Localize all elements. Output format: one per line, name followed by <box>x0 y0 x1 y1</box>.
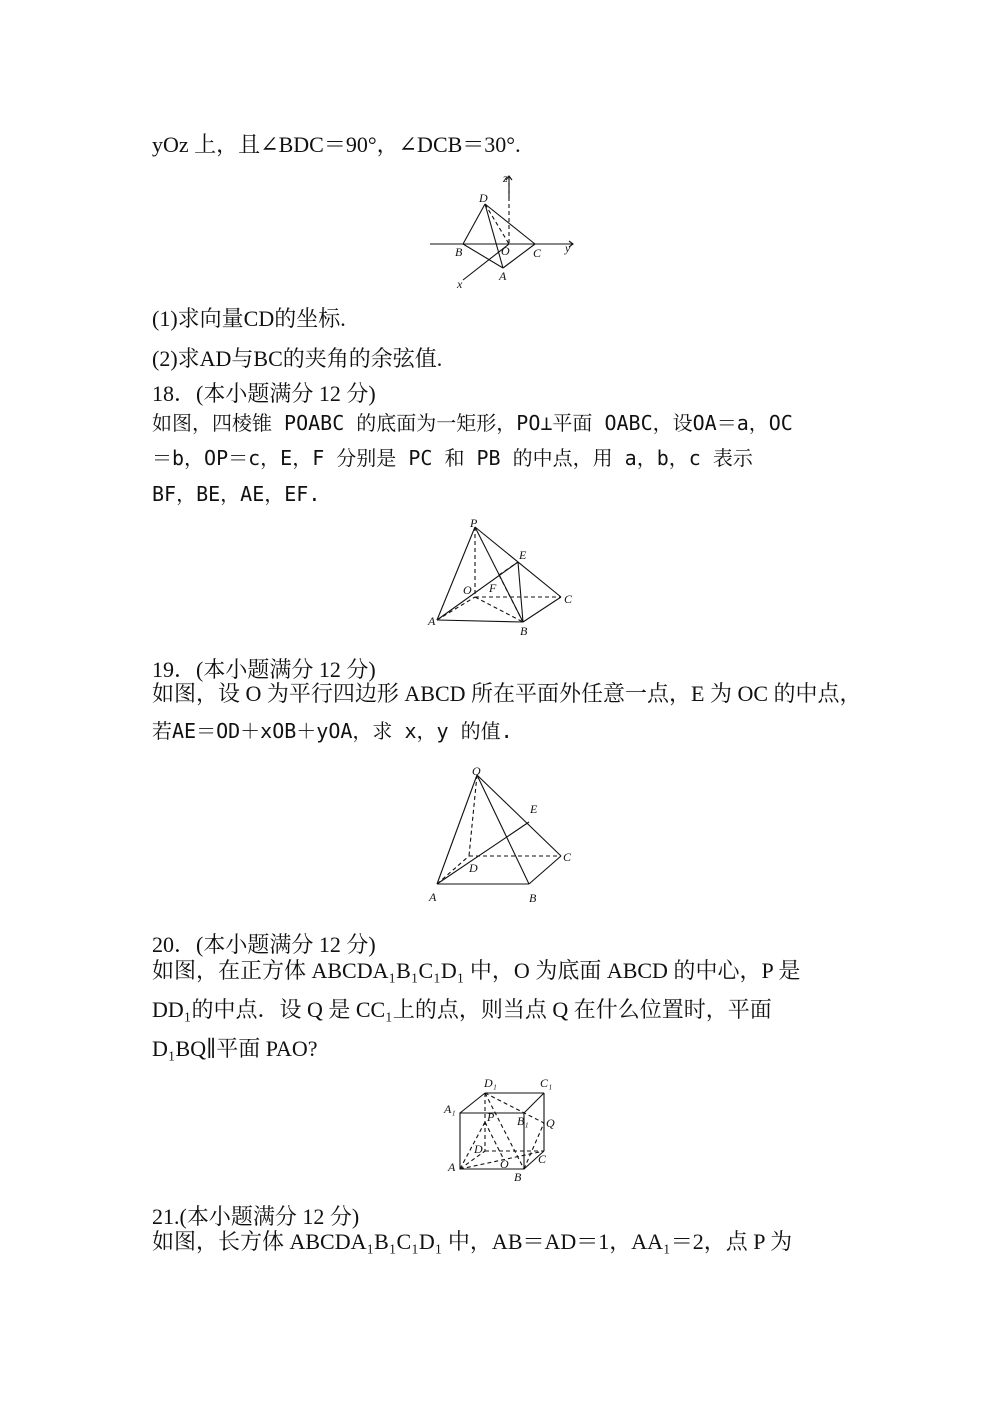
problem-20-line-1: 如图，在正方体 ABCDA₁B₁C₁D₁ 中，O 为底面 ABCD 的中心，P 是 <box>152 958 801 983</box>
label-x: x <box>457 277 463 291</box>
problem-18-line-1: 如图，四棱锥 POABC 的底面为一矩形，PO⊥平面 OABC，设OA＝a，OC <box>152 411 793 435</box>
label-A: A <box>429 890 437 904</box>
label-A: A <box>499 269 507 283</box>
label-D: D <box>469 861 478 875</box>
edge-OB <box>475 597 523 622</box>
label-A1: A₁ <box>444 1102 456 1116</box>
edge-OB <box>477 775 529 884</box>
label-E: E <box>519 548 527 562</box>
question-1: (1)求向量CD的坐标. <box>152 306 346 331</box>
edge-BC <box>529 856 561 884</box>
label-B: B <box>514 1170 522 1184</box>
label-O: O <box>472 764 481 778</box>
edge-PO <box>485 1122 504 1160</box>
label-B: B <box>520 624 528 638</box>
problem-18-line-2: ＝b，OP＝c，E，F 分别是 PC 和 PB 的中点，用 a，b，c 表示 <box>152 446 753 470</box>
label-F: F <box>489 581 497 595</box>
figure-pyramid-OABCD <box>425 760 585 910</box>
label-z: z <box>503 171 508 185</box>
problem-20-line-3: D₁BQ∥平面 PAO? <box>152 1036 318 1061</box>
label-C: C <box>538 1152 547 1166</box>
label-B: B <box>529 891 537 905</box>
label-P: P <box>487 1110 495 1124</box>
label-P: P <box>470 516 478 530</box>
edge-AB <box>437 620 523 622</box>
problem-21-line-1: 如图，长方体 ABCDA₁B₁C₁D₁ 中，AB＝AD＝1，AA₁＝2，点 P 为 <box>152 1229 793 1254</box>
figure-cube <box>440 1073 570 1188</box>
problem-19-line-1: 如图，设 O 为平行四边形 ABCD 所在平面外任意一点，E 为 OC 的中点， <box>152 681 862 706</box>
edge-A1D1 <box>460 1093 485 1113</box>
figure-pyramid-POABC <box>425 515 585 640</box>
edge-BC <box>523 597 561 622</box>
label-A: A <box>448 1160 456 1174</box>
label-C: C <box>564 592 573 606</box>
label-O: O <box>463 583 472 597</box>
label-A: A <box>428 614 436 628</box>
label-y: y <box>565 241 571 255</box>
label-E: E <box>530 802 538 816</box>
label-O: O <box>501 244 510 258</box>
problem-18-line-3: BF，BE，AE，EF. <box>152 482 321 506</box>
label-B: B <box>455 245 463 259</box>
problem-20-heading: 20．(本小题满分 12 分) <box>152 932 376 957</box>
edge-OC <box>477 775 561 856</box>
edge-DB <box>463 204 485 244</box>
edge-DC <box>485 204 535 244</box>
text-line-intro: yOz 上，且∠BDC＝90°，∠DCB＝30°. <box>152 132 521 157</box>
question-2: (2)求AD与BC的夹角的余弦值. <box>152 346 443 371</box>
edge-AE <box>437 822 529 884</box>
problem-19-heading: 19．(本小题满分 12 分) <box>152 657 376 682</box>
problem-21-heading: 21.(本小题满分 12 分) <box>152 1204 360 1229</box>
edge-DO <box>485 204 509 244</box>
label-D: D <box>479 191 488 205</box>
figure-coordinate-tetrahedron <box>425 168 585 293</box>
problem-18-heading: 18．(本小题满分 12 分) <box>152 381 376 406</box>
label-Q: Q <box>546 1116 555 1130</box>
label-C: C <box>563 850 572 864</box>
label-B1: B₁ <box>517 1114 529 1128</box>
label-C: C <box>533 246 542 260</box>
label-D: D <box>474 1142 483 1156</box>
label-C1: C₁ <box>540 1076 553 1090</box>
label-O: O <box>500 1157 509 1171</box>
problem-19-line-2: 若AE＝OD＋xOB＋yOA，求 x，y 的值. <box>152 719 513 743</box>
label-D1: D₁ <box>484 1076 497 1090</box>
edge-B1C1 <box>524 1093 544 1113</box>
problem-20-line-2: DD₁的中点．设 Q 是 CC₁上的点，则当点 Q 在什么位置时，平面 <box>152 997 772 1022</box>
